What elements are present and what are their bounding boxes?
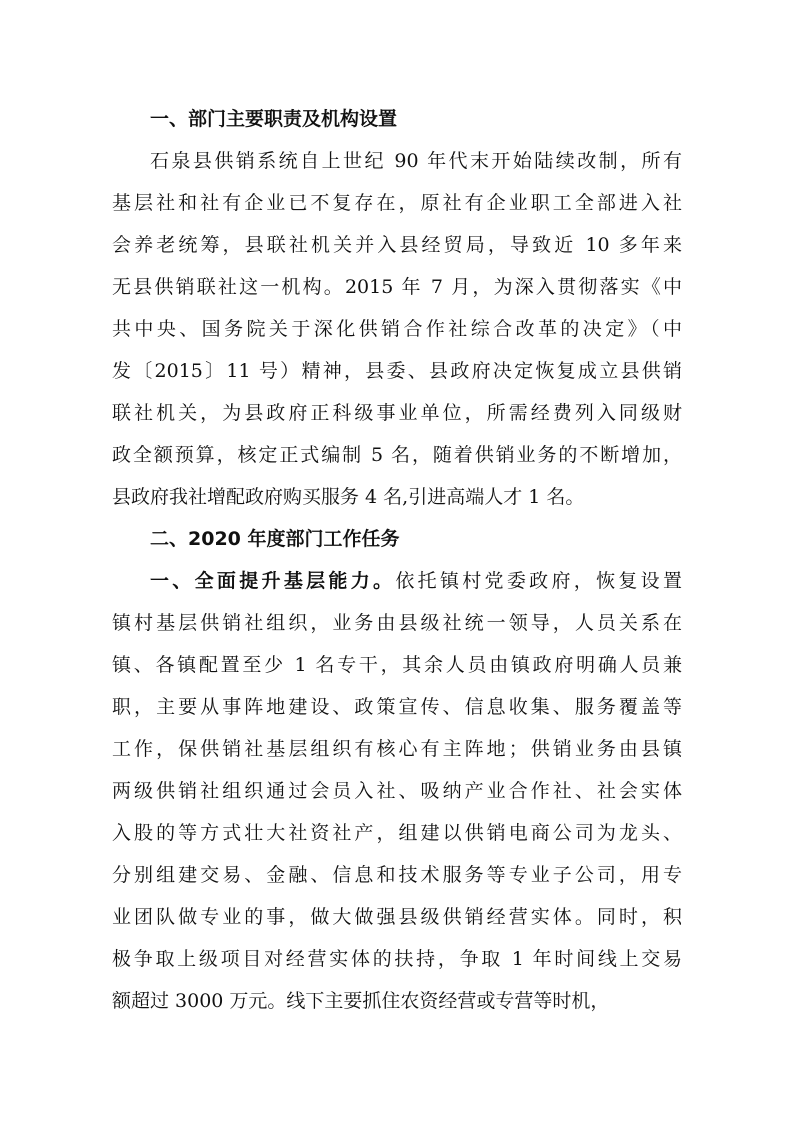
paragraph-line: 政全额预算，核定正式编制 5 名，随着供销业务的不断增加，	[112, 444, 682, 466]
paragraph-line: 镇、各镇配置至少 1 名专干，其余人员由镇政府明确人员兼	[112, 654, 682, 676]
paragraph-line: 入股的等方式壮大社资社产，组建以供销电商公司为龙头、	[112, 822, 682, 844]
paragraph-line: 共中央、国务院关于深化供销合作社综合改革的决定》（中	[112, 318, 682, 340]
paragraph-line: 县政府我社增配政府购买服务 4 名,引进高端人才 1 名。	[112, 486, 585, 508]
paragraph-line: 工作，保供销社基层组织有核心有主阵地；供销业务由县镇	[112, 738, 682, 760]
document-page	[112, 98, 682, 1022]
paragraph-line-lead	[112, 560, 682, 602]
paragraph-line: 石泉县供销系统自上世纪 90 年代末开始陆续改制，所有	[150, 150, 682, 172]
lead-bold-text: 一、全面提升基层能力。	[150, 570, 396, 592]
paragraph-line: 两级供销社组织通过会员入社、吸纳产业合作社、社会实体	[112, 780, 682, 802]
paragraph-line: 业团队做专业的事，做大做强县级供销经营实体。同时，积	[112, 906, 682, 928]
paragraph-line: 职，主要从事阵地建设、政策宣传、信息收集、服务覆盖等	[112, 696, 682, 718]
paragraph-line: 联社机关，为县政府正科级事业单位，所需经费列入同级财	[112, 402, 682, 424]
section-heading-1: 一、部门主要职责及机构设置	[150, 108, 398, 130]
paragraph-line: 分别组建交易、金融、信息和技术服务等专业子公司，用专	[112, 864, 682, 886]
lead-rest-text: 依托镇村党委政府，恢复设置	[395, 570, 682, 592]
paragraph-line: 会养老统筹，县联社机关并入县经贸局，导致近 10 多年来	[112, 234, 682, 256]
paragraph-line: 镇村基层供销社组织，业务由县级社统一领导，人员关系在	[112, 612, 682, 634]
paragraph-line: 额超过 3000 万元。线下主要抓住农资经营或专营等时机，	[112, 990, 610, 1012]
paragraph-line: 极争取上级项目对经营实体的扶持，争取 1 年时间线上交易	[112, 948, 682, 970]
paragraph-line: 发〔2015〕11 号）精神，县委、县政府决定恢复成立县供销	[112, 360, 682, 382]
paragraph-line: 基层社和社有企业已不复存在，原社有企业职工全部进入社	[112, 192, 682, 214]
paragraph-line: 无县供销联社这一机构。2015 年 7 月，为深入贯彻落实《中	[112, 276, 682, 298]
section-heading-2: 二、2020 年度部门工作任务	[150, 528, 400, 550]
